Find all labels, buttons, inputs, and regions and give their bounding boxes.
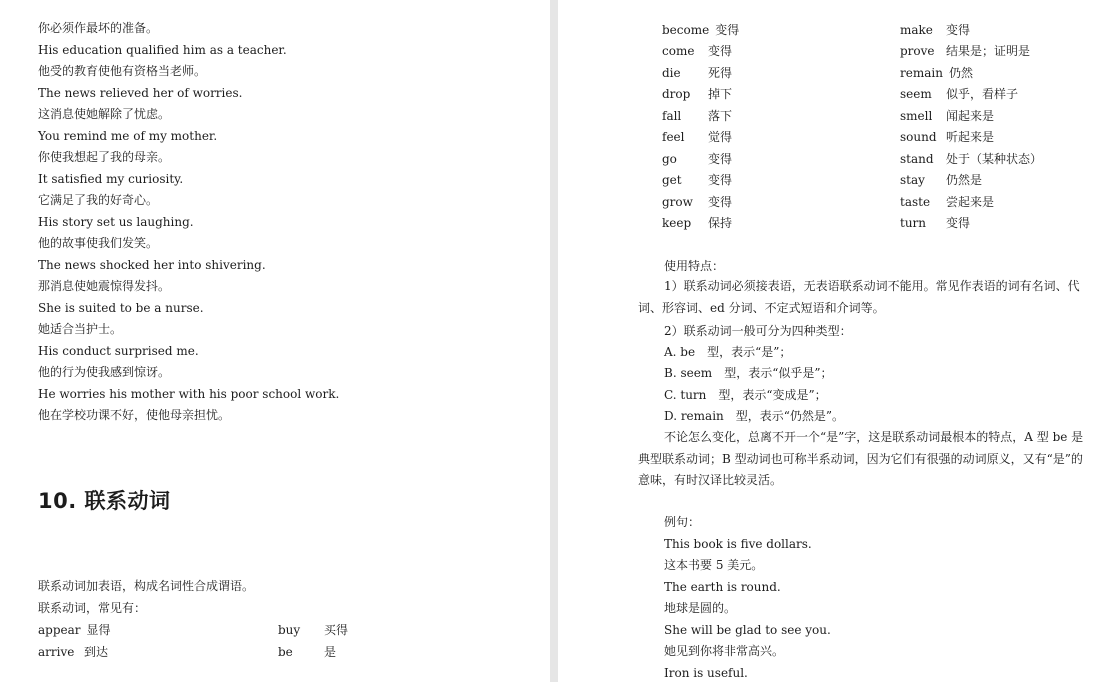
vocab-meaning: 变得 xyxy=(708,173,733,187)
vocab-word: become xyxy=(662,23,710,37)
vocab-meaning: 买得 xyxy=(324,623,349,637)
vocab-meaning: 变得 xyxy=(708,195,733,209)
left-page xyxy=(0,0,550,682)
vocab-item xyxy=(900,22,970,38)
note-paragraph: 不论怎么变化，总离不开一个“是”字，这是联系动词最根本的特点，A 型 be 是典型联系动词；B 型动词也可称半系动词，因为它们有很强的动词原义，又有“是”的意味，有时汉译比较灵活。 xyxy=(638,430,1084,487)
example-line: 地球是圆的。 xyxy=(664,601,737,615)
vocab-meaning: 觉得 xyxy=(708,130,733,144)
example-line: 她见到你将非常高兴。 xyxy=(664,644,785,658)
example-line: His education qualified him as a teacher. xyxy=(38,43,287,57)
vocab-word: arrive xyxy=(38,645,75,659)
example-line: This book is five dollars. xyxy=(664,537,812,551)
vocab-word: taste xyxy=(900,195,931,209)
usage-title: 使用特点： xyxy=(664,259,725,273)
vocab-item xyxy=(662,129,732,145)
vocab-word: sound xyxy=(900,130,937,144)
vocab-item xyxy=(662,172,732,188)
example-line: 他在学校功课不好，使他母亲担忧。 xyxy=(38,408,231,422)
vocab-word: turn xyxy=(900,216,927,230)
vocab-meaning: 处于（某种状态） xyxy=(946,152,1043,166)
example-line: 他受的教育使他有资格当老师。 xyxy=(38,64,207,78)
vocab-word: get xyxy=(662,173,682,187)
vocab-item xyxy=(278,622,348,638)
vocab-item xyxy=(900,65,973,81)
example-line: 这消息使她解除了忧虑。 xyxy=(38,107,171,121)
vocab-meaning: 结果是；证明是 xyxy=(946,44,1031,58)
vocab-meaning: 变得 xyxy=(708,44,733,58)
vocab-word: die xyxy=(662,66,681,80)
vocab-word: grow xyxy=(662,195,693,209)
vocab-word: stand xyxy=(900,152,934,166)
example-line: His conduct surprised me. xyxy=(38,344,199,358)
vocab-meaning: 仍然 xyxy=(948,66,973,80)
vocab-word: be xyxy=(278,645,293,659)
vocab-word: fall xyxy=(662,109,682,123)
vocab-item xyxy=(900,43,1030,59)
vocab-item xyxy=(662,194,732,210)
vocab-item xyxy=(662,108,732,124)
vocab-meaning: 保持 xyxy=(708,216,733,230)
vocab-item xyxy=(38,622,111,638)
example-line: She will be glad to see you. xyxy=(664,623,831,637)
vocab-word: prove xyxy=(900,44,935,58)
vocab-item xyxy=(662,86,732,102)
vocab-item xyxy=(662,65,732,81)
example-line: 这本书要 5 美元。 xyxy=(664,558,764,572)
vocab-item xyxy=(38,644,108,660)
vocab-meaning: 是 xyxy=(324,645,337,659)
vocab-word: make xyxy=(900,23,933,37)
vocab-meaning: 仍然是 xyxy=(946,173,983,187)
type-line: A. be 型，表示“是”； xyxy=(664,345,792,359)
example-line: 你使我想起了我的母亲。 xyxy=(38,150,171,164)
vocab-item xyxy=(900,172,982,188)
vocab-meaning: 似乎，看样子 xyxy=(946,87,1019,101)
example-line: 那消息使她震惊得发抖。 xyxy=(38,279,171,293)
example-line: He worries his mother with his poor school work. xyxy=(38,387,340,401)
vocab-word: feel xyxy=(662,130,685,144)
vocab-word: seem xyxy=(900,87,932,101)
example-line: You remind me of my mother. xyxy=(38,129,218,143)
type-line: C. turn 型，表示“变成是”； xyxy=(664,388,827,402)
usage-paragraph: 1）联系动词必须接表语，无表语联系动词不能用。常见作表语的词有名词、代词、形容词、ed 分词、不定式短语和介词等。 xyxy=(638,279,1080,315)
vocab-item xyxy=(900,86,1018,102)
example-line: 它满足了我的好奇心。 xyxy=(38,193,159,207)
vocab-word: remain xyxy=(900,66,943,80)
vocab-meaning: 闻起来是 xyxy=(946,109,995,123)
vocab-item xyxy=(278,644,336,660)
vocab-word: buy xyxy=(278,623,301,637)
vocab-item xyxy=(662,215,732,231)
section-heading: 10. 联系动词 xyxy=(38,489,171,513)
vocab-meaning: 到达 xyxy=(84,645,109,659)
vocab-meaning: 变得 xyxy=(946,216,971,230)
type-line: D. remain 型，表示“仍然是”。 xyxy=(664,409,845,423)
example-line: His story set us laughing. xyxy=(38,215,194,229)
vocab-meaning: 死得 xyxy=(708,66,733,80)
intro-line: 联系动词，常见有： xyxy=(38,601,147,615)
vocab-item xyxy=(662,151,732,167)
usage-item: 2）联系动词一般可分为四种类型： xyxy=(664,324,852,338)
vocab-item xyxy=(900,194,994,210)
vocab-item xyxy=(900,151,1042,167)
vocab-item xyxy=(662,43,732,59)
example-line: Iron is useful. xyxy=(664,666,748,680)
vocab-word: come xyxy=(662,44,695,58)
type-line: B. seem 型，表示“似乎是”； xyxy=(664,366,833,380)
intro-line: 联系动词加表语，构成名词性合成谓语。 xyxy=(38,579,255,593)
vocab-meaning: 显得 xyxy=(86,623,111,637)
vocab-word: go xyxy=(662,152,677,166)
vocab-item xyxy=(662,22,739,38)
vocab-item xyxy=(900,215,970,231)
vocab-word: appear xyxy=(38,623,81,637)
vocab-item xyxy=(900,129,994,145)
example-line: 他的故事使我们发笑。 xyxy=(38,236,159,250)
example-line: The earth is round. xyxy=(664,580,781,594)
examples-title: 例句： xyxy=(664,515,701,529)
vocab-word: keep xyxy=(662,216,692,230)
example-line: 她适合当护士。 xyxy=(38,322,123,336)
example-line: The news relieved her of worries. xyxy=(38,86,243,100)
vocab-word: stay xyxy=(900,173,925,187)
vocab-word: drop xyxy=(662,87,691,101)
vocab-meaning: 掉下 xyxy=(708,87,733,101)
vocab-meaning: 落下 xyxy=(708,109,733,123)
vocab-meaning: 变得 xyxy=(708,152,733,166)
example-line: 你必须作最坏的准备。 xyxy=(38,21,159,35)
example-line: The news shocked her into shivering. xyxy=(38,258,266,272)
vocab-meaning: 听起来是 xyxy=(946,130,995,144)
page-gutter xyxy=(550,0,558,682)
example-line: She is suited to be a nurse. xyxy=(38,301,204,315)
vocab-meaning: 尝起来是 xyxy=(946,195,995,209)
vocab-meaning: 变得 xyxy=(946,23,971,37)
vocab-item xyxy=(900,108,994,124)
right-page xyxy=(558,0,1102,682)
vocab-word: smell xyxy=(900,109,933,123)
example-line: 他的行为使我感到惊讶。 xyxy=(38,365,171,379)
vocab-meaning: 变得 xyxy=(715,23,740,37)
example-line: It satisfied my curiosity. xyxy=(38,172,184,186)
